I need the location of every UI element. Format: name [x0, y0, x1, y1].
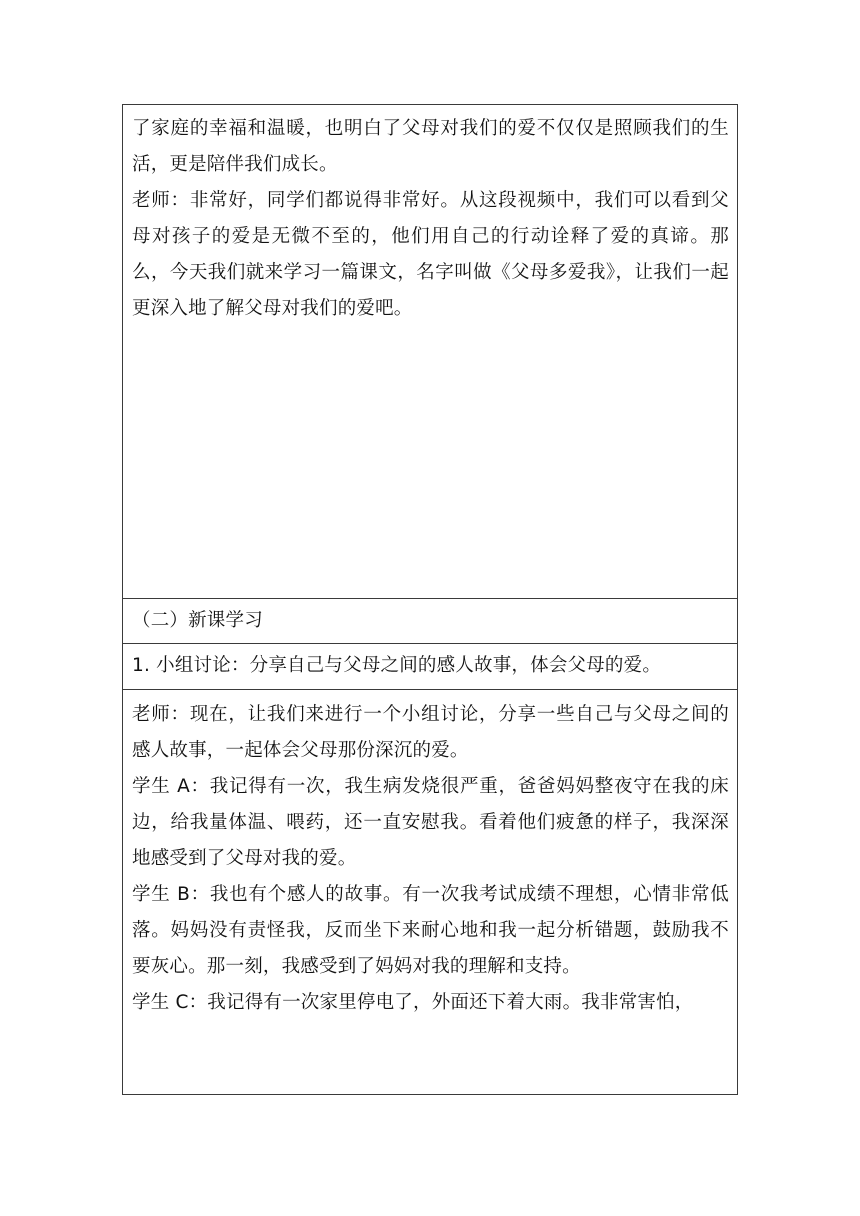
intro-cell [123, 105, 737, 598]
lesson-plan-table [122, 104, 738, 1095]
dialogue-student-c: 学生 C：我记得有一次家里停电了，外面还下着大雨。我非常害怕， [132, 992, 694, 1013]
intro-paragraph-1: 了家庭的幸福和温暖，也明白了父母对我们的爱不仅仅是照顾我们的生活，更是陪伴我们成长。 [132, 118, 729, 175]
dialogue-cell [123, 689, 737, 1094]
task-text: 1. 小组讨论：分享自己与父母之间的感人故事，体会父母的爱。 [132, 655, 662, 676]
intro-paragraph-2: 老师：非常好，同学们都说得非常好。从这段视频中，我们可以看到父母对孩子的爱是无微不至的，他们用自己的行动诠释了爱的真谛。那么，今天我们就来学习一篇课文，名字叫做《父母多爱我》，让我们一起更深入地了解父母对我们的爱吧。 [132, 190, 729, 319]
dialogue-teacher: 老师：现在，让我们来进行一个小组讨论，分享一些自己与父母之间的感人故事，一起体会父母那份深沉的爱。 [132, 704, 729, 761]
task-cell [123, 643, 737, 689]
section-heading: （二）新课学习 [132, 610, 263, 631]
dialogue-student-b: 学生 B：我也有个感人的故事。有一次我考试成绩不理想，心情非常低落。妈妈没有责怪我，反而坐下来耐心地和我一起分析错题，鼓励我不要灰心。那一刻，我感受到了妈妈对我的理解和支持。 [132, 884, 729, 977]
dialogue-student-a: 学生 A：我记得有一次，我生病发烧很严重，爸爸妈妈整夜守在我的床边，给我量体温、喂药，还一直安慰我。看着他们疲惫的样子，我深深地感受到了父母对我的爱。 [132, 776, 729, 869]
section-heading-cell [123, 598, 737, 643]
